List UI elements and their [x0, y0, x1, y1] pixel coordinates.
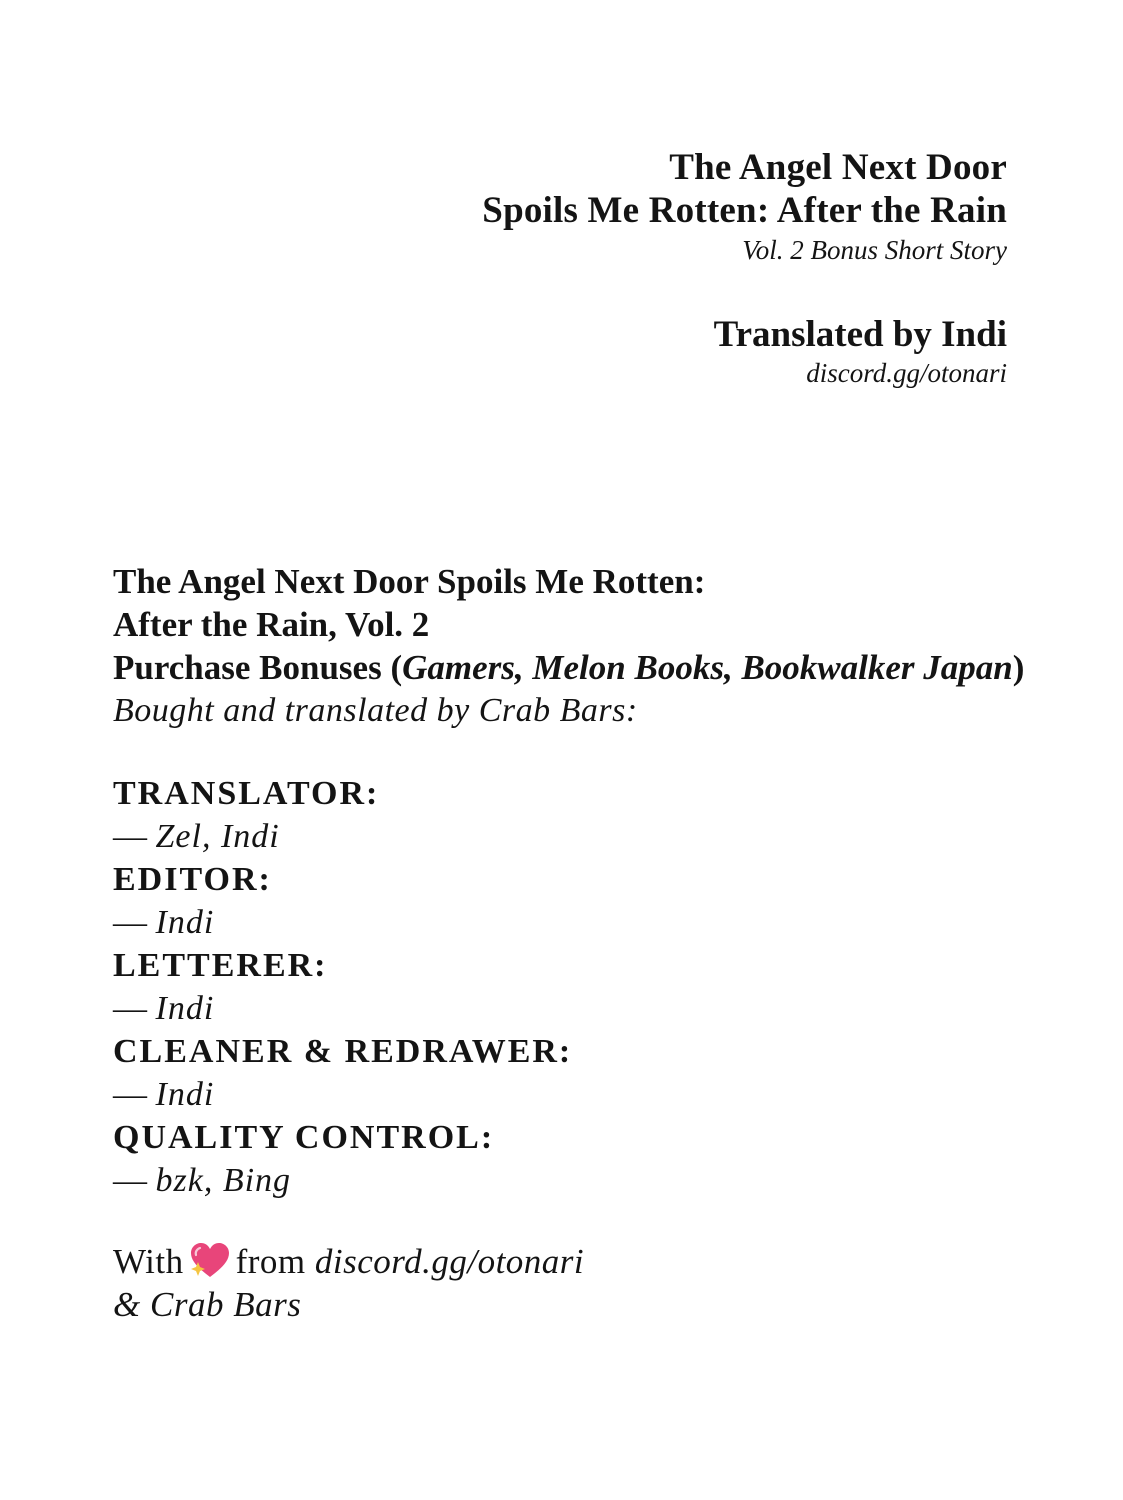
- purchase-bonuses: [113, 646, 1073, 689]
- credit-name-list: Indi: [155, 990, 215, 1027]
- credit-role: CLEANER & REDRAWER:: [113, 1033, 573, 1070]
- footer-line-1: [113, 1240, 1073, 1283]
- credit-name-list: Indi: [155, 1076, 215, 1113]
- credit-name-list: bzk, Bing: [155, 1162, 292, 1199]
- purchase-bonuses-prefix: Purchase Bonuses (: [113, 648, 403, 687]
- credit-names: [113, 1073, 1073, 1116]
- credit-names: [113, 901, 1073, 944]
- credit-cleaner-redrawer: [113, 1030, 1073, 1116]
- credit-dash: —: [113, 1076, 156, 1113]
- footer-message: [113, 1240, 1073, 1326]
- sparkling-heart-icon: [190, 1243, 230, 1279]
- book-title-line-1: The Angel Next Door Spoils Me Rotten:: [113, 562, 706, 601]
- credit-dash: —: [113, 1162, 156, 1199]
- credit-names: [113, 815, 1073, 858]
- credit-dash: —: [113, 818, 156, 855]
- credit-role: EDITOR:: [113, 861, 272, 898]
- credits-list: [113, 772, 1073, 1202]
- credit-name-list: Indi: [155, 904, 215, 941]
- translated-by: Translated by Indi: [713, 314, 1007, 355]
- credit-names: [113, 987, 1073, 1030]
- footer-line-2: & Crab Bars: [113, 1285, 302, 1324]
- credit-dash: —: [113, 904, 156, 941]
- credit-quality-control: [113, 1116, 1073, 1202]
- credit-editor: [113, 858, 1073, 944]
- book-title-line-2: After the Rain, Vol. 2: [113, 605, 430, 644]
- story-header: [482, 146, 1007, 390]
- credit-names: [113, 1159, 1073, 1202]
- story-title-line-2: Spoils Me Rotten: After the Rain: [482, 190, 1007, 231]
- credit-role: LETTERER:: [113, 947, 328, 984]
- purchase-bonuses-suffix: ): [1012, 648, 1025, 687]
- footer-discord-link[interactable]: discord.gg/otonari: [314, 1242, 585, 1281]
- bought-by: Bought and translated by Crab Bars:: [113, 692, 638, 729]
- credit-role: TRANSLATOR:: [113, 775, 380, 812]
- footer-from: from: [235, 1242, 306, 1281]
- story-subtitle: Vol. 2 Bonus Short Story: [742, 235, 1007, 265]
- credits-page: [113, 560, 1073, 1326]
- purchase-bonuses-stores: Gamers, Melon Books, Bookwalker Japan: [402, 648, 1013, 687]
- footer-with: With: [113, 1242, 184, 1281]
- credit-letterer: [113, 944, 1073, 1030]
- credit-translator: [113, 772, 1073, 858]
- discord-link[interactable]: discord.gg/otonari: [806, 358, 1007, 388]
- credit-dash: —: [113, 990, 156, 1027]
- story-title-line-1: The Angel Next Door: [669, 147, 1007, 188]
- credit-name-list: Zel, Indi: [155, 818, 280, 855]
- credit-role: QUALITY CONTROL:: [113, 1119, 495, 1156]
